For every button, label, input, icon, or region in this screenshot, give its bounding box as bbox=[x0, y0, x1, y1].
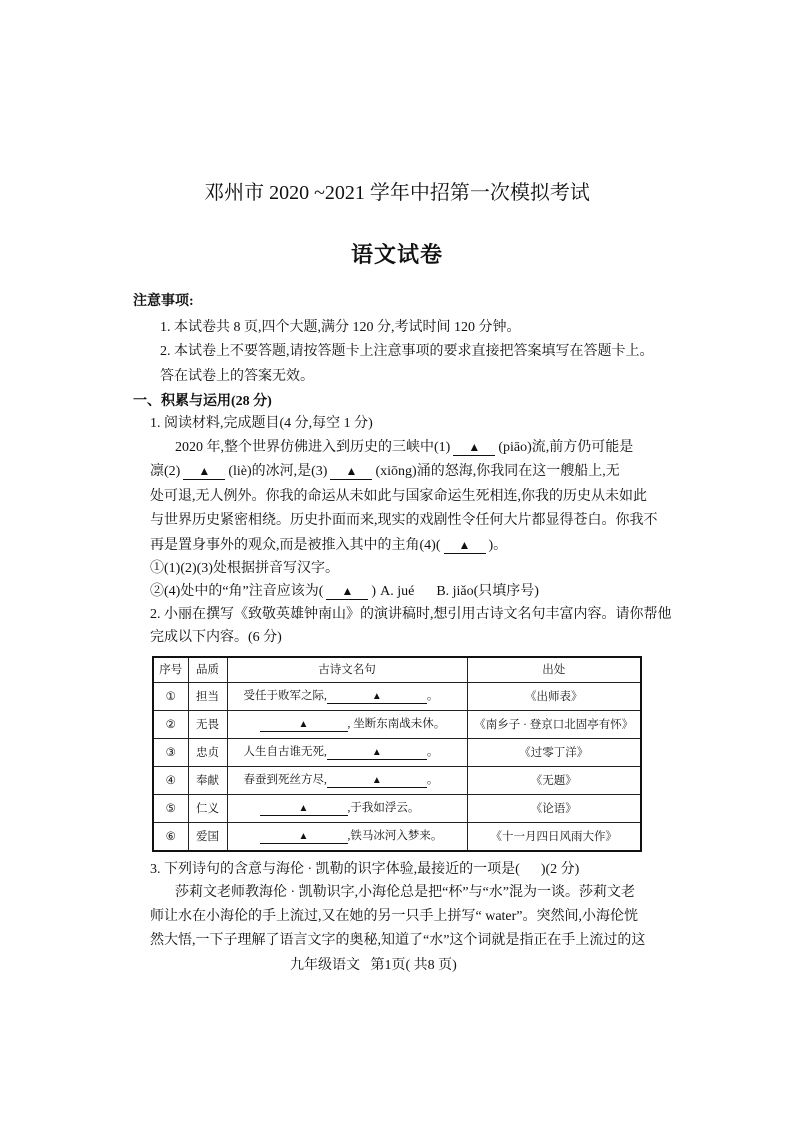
notice-heading: 注意事项: bbox=[133, 294, 194, 309]
row-source: 《论语》 bbox=[467, 795, 641, 823]
row-source: 《过零丁洋》 bbox=[467, 739, 641, 767]
row-source: 《南乡子 · 登京口北固亭有怀》 bbox=[467, 711, 641, 739]
answer-blank bbox=[327, 775, 427, 788]
header-number: 序号 bbox=[153, 657, 188, 683]
answer-blank-4 bbox=[444, 538, 486, 554]
row-quality: 爱国 bbox=[188, 823, 227, 852]
question-1-passage-line-2 bbox=[150, 463, 620, 481]
row-poem bbox=[227, 739, 467, 767]
passage-text: (piāo)流,前方仍可能是 bbox=[498, 440, 634, 455]
row-quality: 无畏 bbox=[188, 711, 227, 739]
poem-before: 受任于败军之际, bbox=[243, 690, 327, 702]
poem-before: 人生自古谁无死, bbox=[243, 746, 327, 758]
option-a: A. jué bbox=[380, 584, 415, 599]
question-1-prompt: 1. 阅读材料,完成题目(4 分,每空 1 分) bbox=[150, 416, 373, 431]
question-1-passage-line-4: 与世界历史紧密相绕。历史扑面而来,现实的戏剧性令任何大片都显得苍白。你我不 bbox=[150, 513, 658, 528]
table-row bbox=[153, 683, 641, 711]
question-3-passage-line-3: 然大悟,一下子理解了语言文字的奥秘,知道了“水”这个词就是指正在手上流过的这 bbox=[150, 933, 646, 948]
poem-table bbox=[152, 656, 642, 852]
question-2-prompt-line-1: 2. 小丽在撰写《致敬英雄钟南山》的演讲稿时,想引用古诗文名句丰富内容。请你帮他 bbox=[150, 607, 672, 622]
question-3-passage-line-2: 师让水在小海伦的手上流过,又在她的另一只手上拼写“ water”。突然间,小海伦恍 bbox=[150, 909, 639, 924]
answer-blank bbox=[260, 719, 348, 732]
option-b: B. jiǎo(只填序号) bbox=[436, 584, 539, 599]
exam-title: 邓州市 2020 ~2021 学年中招第一次模拟考试 bbox=[204, 182, 590, 204]
row-quality: 仁义 bbox=[188, 795, 227, 823]
section-1-heading: 一、积累与运用(28 分) bbox=[133, 394, 272, 409]
subquestion-text: ) bbox=[371, 584, 377, 599]
table-row bbox=[153, 795, 641, 823]
row-quality: 忠贞 bbox=[188, 739, 227, 767]
blank-marker: ▲ bbox=[371, 747, 382, 758]
answer-blank-1 bbox=[453, 440, 495, 456]
answer-blank-2 bbox=[183, 464, 225, 480]
question-1-passage-line-1 bbox=[175, 439, 633, 457]
poem-after: 。 bbox=[426, 746, 439, 758]
answer-blank-3 bbox=[330, 464, 372, 480]
poem-after: ,铁马冰河入梦来。 bbox=[347, 830, 443, 842]
header-source: 出处 bbox=[467, 657, 641, 683]
page-footer: 九年级语文 第1页( 共8 页) bbox=[290, 958, 457, 973]
exam-subtitle: 语文试卷 bbox=[350, 242, 443, 267]
row-number: ② bbox=[153, 711, 188, 739]
blank-marker: ▲ bbox=[371, 775, 382, 786]
blank-marker: ▲ bbox=[345, 464, 358, 478]
notice-item-1: 1. 本试卷共 8 页,四个大题,满分 120 分,考试时间 120 分钟。 bbox=[160, 320, 521, 335]
row-poem bbox=[227, 767, 467, 795]
blank-marker: ▲ bbox=[371, 691, 382, 702]
row-source: 《出师表》 bbox=[467, 683, 641, 711]
blank-marker: ▲ bbox=[298, 831, 309, 842]
row-number: ④ bbox=[153, 767, 188, 795]
blank-marker: ▲ bbox=[298, 803, 309, 814]
table-header-row bbox=[153, 657, 641, 683]
notice-item-2: 2. 本试卷上不要答题,请按答题卡上注意事项的要求直接把答案填写在答题卡上。 bbox=[160, 344, 654, 359]
passage-text: 再是置身事外的观众,而是被推入其中的主角(4)( bbox=[150, 538, 441, 553]
poem-after: 。 bbox=[426, 690, 439, 702]
row-quality: 担当 bbox=[188, 683, 227, 711]
row-poem bbox=[227, 795, 467, 823]
table-row bbox=[153, 711, 641, 739]
answer-blank bbox=[260, 803, 348, 816]
blank-marker: ▲ bbox=[198, 464, 211, 478]
table-row bbox=[153, 823, 641, 852]
table-row bbox=[153, 739, 641, 767]
question-3-prompt: 3. 下列诗句的含意与海伦 · 凯勒的识字体验,最接近的一项是( )(2 分) bbox=[150, 862, 580, 877]
row-number: ⑤ bbox=[153, 795, 188, 823]
passage-text: 凛(2) bbox=[150, 464, 181, 479]
row-poem bbox=[227, 683, 467, 711]
row-number: ③ bbox=[153, 739, 188, 767]
question-1-subquestion-2 bbox=[150, 583, 539, 601]
question-3-passage-line-1: 莎莉文老师教海伦 · 凯勒识字,小海伦总是把“杯”与“水”混为一谈。莎莉文老 bbox=[175, 885, 636, 900]
answer-blank bbox=[327, 747, 427, 760]
answer-blank bbox=[260, 831, 348, 844]
blank-marker: ▲ bbox=[458, 538, 471, 552]
question-1-subquestion-1: ①(1)(2)(3)处根据拼音写汉字。 bbox=[150, 561, 339, 576]
passage-text: 2020 年,整个世界仿佛进入到历史的三峡中(1) bbox=[175, 440, 451, 455]
subquestion-text: ②(4)处中的“角”注音应该为( bbox=[150, 584, 324, 599]
question-1-passage-line-5 bbox=[150, 537, 507, 555]
passage-text: (xiōng)涌的怒海,你我同在这一艘船上,无 bbox=[375, 464, 620, 479]
header-poem: 古诗文名句 bbox=[227, 657, 467, 683]
blank-marker: ▲ bbox=[298, 719, 309, 730]
header-quality: 品质 bbox=[188, 657, 227, 683]
poem-after: 。 bbox=[426, 774, 439, 786]
poem-before: 春蚕到死丝方尽, bbox=[243, 774, 327, 786]
row-poem bbox=[227, 823, 467, 852]
question-2-prompt-line-2: 完成以下内容。(6 分) bbox=[150, 630, 282, 645]
table-row bbox=[153, 767, 641, 795]
passage-text: (liè)的冰河,是(3) bbox=[228, 464, 328, 479]
poem-after: , 坐断东南战未休。 bbox=[347, 718, 446, 730]
row-number: ① bbox=[153, 683, 188, 711]
answer-blank-5 bbox=[326, 584, 368, 600]
row-source: 《无题》 bbox=[467, 767, 641, 795]
row-number: ⑥ bbox=[153, 823, 188, 852]
blank-marker: ▲ bbox=[468, 440, 481, 454]
row-quality: 奉献 bbox=[188, 767, 227, 795]
row-poem bbox=[227, 711, 467, 739]
row-source: 《十一月四日风雨大作》 bbox=[467, 823, 641, 852]
passage-text: )。 bbox=[488, 538, 508, 553]
notice-item-2-continued: 答在试卷上的答案无效。 bbox=[160, 369, 314, 384]
poem-after: ,于我如浮云。 bbox=[347, 802, 420, 814]
question-1-passage-line-3: 处可退,无人例外。你我的命运从未如此与国家命运生死相连,你我的历史从未如此 bbox=[150, 489, 647, 504]
answer-blank bbox=[327, 691, 427, 704]
blank-marker: ▲ bbox=[341, 584, 354, 598]
